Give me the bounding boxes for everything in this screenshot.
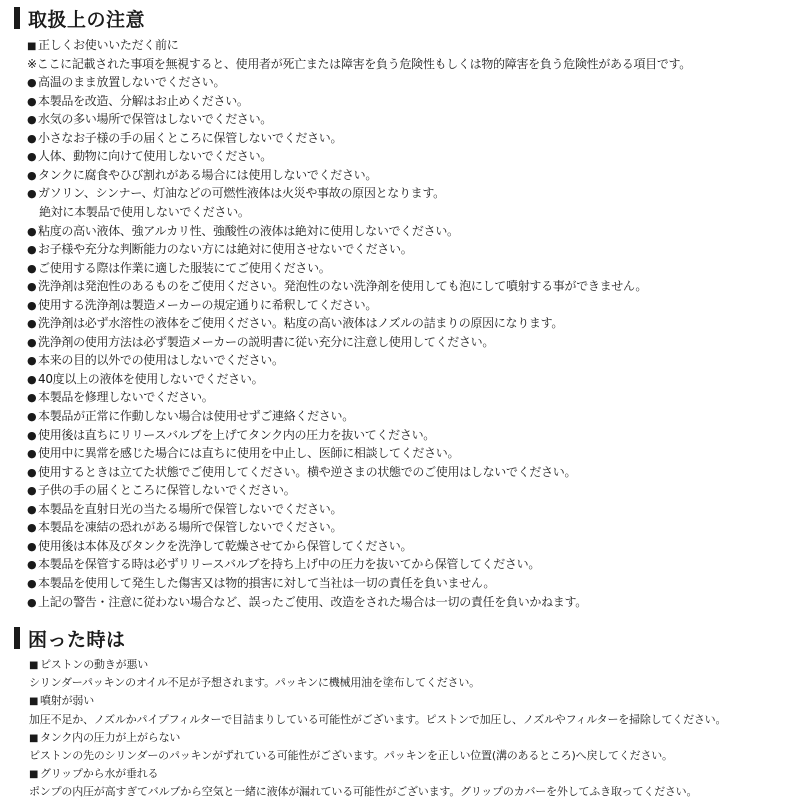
bullet-item: [27, 444, 459, 464]
bullet-item: [27, 370, 263, 390]
subheading-line: [29, 765, 158, 783]
bullet-dot-icon: ●: [27, 484, 37, 498]
bullet-dot-icon: ●: [27, 576, 37, 590]
section-heading-caution: [14, 5, 145, 31]
bullet-item: [27, 593, 587, 613]
line-text: 使用する洗浄剤は製造メーカーの規定通りに希釈してください。: [38, 297, 378, 312]
bullet-item: [27, 537, 412, 557]
square-bullet-icon: ■: [29, 769, 39, 781]
line-text: 正しくお使いいただく前に: [38, 38, 179, 52]
bullet-item: [27, 166, 377, 186]
square-bullet-icon: ■: [29, 696, 39, 708]
bullet-item: [27, 500, 342, 520]
bullet-dot-icon: ●: [27, 150, 37, 164]
bullet-item: [27, 555, 540, 575]
line-text: 本製品を直射日光の当たる場所で保管しないでください。: [38, 501, 343, 516]
bullet-dot-icon: ●: [27, 298, 37, 312]
subheading-line: [29, 656, 148, 674]
bullet-dot-icon: ●: [27, 280, 37, 294]
text-line: [29, 674, 480, 691]
bullet-dot-icon: ●: [27, 243, 37, 257]
bullet-dot-icon: ●: [27, 502, 37, 516]
bullet-dot-icon: ●: [27, 539, 37, 553]
line-text: 使用後は本体及びタンクを洗浄して乾燥させてから保管してください。: [38, 538, 413, 553]
line-text: 40度以上の液体を使用しないでください。: [38, 371, 264, 386]
bullet-dot-icon: ●: [27, 354, 37, 368]
bullet-item: [27, 92, 249, 112]
line-text: タンクに腐食やひび割れがある場合には使用しないでください。: [38, 167, 378, 182]
line-text: 洗浄剤は発泡性のあるものをご使用ください。発泡性のない洗浄剤を使用しても泡にして噴射する事ができません。: [38, 279, 648, 294]
bullet-item: [27, 388, 214, 408]
bullet-item: [27, 222, 459, 242]
bullet-item: [27, 240, 412, 260]
bullet-item: [27, 147, 272, 167]
bullet-item: [27, 277, 647, 297]
section-heading-troubleshooting: [14, 625, 126, 651]
bullet-dot-icon: ●: [27, 261, 37, 275]
bullet-dot-icon: ●: [27, 521, 37, 535]
bullet-item: [27, 110, 272, 130]
bullet-item: [27, 518, 342, 538]
text-line: [39, 203, 250, 222]
line-text: ピストンの先のシリンダーのパッキンがずれている可能性がございます。パッキンを正しい位置(溝のあるところ)へ戻してください。: [29, 749, 673, 762]
bullet-dot-icon: ●: [27, 558, 37, 572]
line-text: 子供の手の届くところに保管しないでください。: [38, 483, 296, 498]
bullet-dot-icon: ●: [27, 335, 37, 349]
text-line: [27, 55, 691, 74]
bullet-dot-icon: ●: [27, 410, 37, 423]
bullet-dot-icon: ●: [27, 168, 37, 182]
line-text: ピストンの動きが悪い: [40, 658, 148, 671]
bullet-dot-icon: ●: [27, 76, 37, 90]
bullet-item: [27, 314, 563, 334]
subheading-line: [29, 729, 180, 747]
text-line: [29, 711, 726, 728]
line-text: 使用中に異常を感じた場合には直ちに使用を中止し、医師に相談してください。: [38, 446, 460, 461]
bullet-dot-icon: ●: [27, 317, 37, 331]
line-text: ポンプの内圧が高すぎてバルブから空気と一緒に液体が漏れている可能性がございます。グリップのカバーを外してふき取ってください。: [29, 785, 698, 799]
heading-bar: [14, 7, 20, 29]
bullet-item: [27, 333, 494, 353]
text-line: [29, 747, 673, 764]
line-text: ※ここに記載された事項を無視すると、使用者が死亡または障害を負う危険性もしくは物的障害を負う危険性がある項目です。: [27, 56, 692, 71]
subheading-line: [27, 36, 178, 57]
square-bullet-icon: ■: [29, 660, 39, 671]
line-text: 噴射が弱い: [40, 694, 94, 708]
line-text: 使用するときは立てた状態でご使用してください。横や逆さまの状態でのご使用はしないでください。: [38, 464, 577, 479]
line-text: 本製品を使用して発生した傷害又は物的損害に対して当社は一切の責任を負いません。: [38, 575, 496, 590]
bullet-dot-icon: ●: [27, 428, 37, 442]
bullet-item: [27, 296, 377, 316]
line-text: グリップから水が垂れる: [40, 767, 159, 781]
square-bullet-icon: ■: [27, 41, 37, 52]
bullet-item: [27, 574, 495, 594]
bullet-dot-icon: ●: [27, 113, 37, 127]
line-text: 加圧不足か、ノズルかパイプフィルターで目詰まりしている可能性がございます。ピストンで加圧し、ノズルやフィルターを掃除してください。: [29, 712, 727, 726]
line-text: 小さなお子様の手の届くところに保管しないでください。: [38, 130, 343, 145]
line-text: ご使用する際は作業に適した服装にてご使用ください。: [38, 260, 331, 275]
section-title: 困った時は: [28, 628, 126, 651]
text-line: [29, 783, 697, 800]
square-bullet-icon: ■: [29, 732, 39, 744]
bullet-item: [27, 463, 576, 483]
bullet-item: [27, 426, 435, 446]
bullet-dot-icon: ●: [27, 187, 37, 201]
line-text: 本製品を修理しないでください。: [38, 390, 214, 405]
line-text: 本製品を凍結の恐れがある場所で保管しないでください。: [38, 520, 343, 535]
line-text: ガソリン、シンナー、灯油などの可燃性液体は火災や事故の原因となります。: [38, 186, 445, 201]
line-text: 本製品を改造、分解はお止めください。: [38, 93, 249, 108]
line-text: タンク内の圧力が上がらない: [40, 730, 181, 744]
line-text: 本製品を保管する時は必ずリリースバルブを持ち上げ中の圧力を抜いてから保管してください。: [38, 557, 541, 572]
bullet-item: [27, 259, 331, 279]
line-text: 洗浄剤は必ず水溶性の液体をご使用ください。粘度の高い液体はノズルの詰まりの原因になります。: [38, 316, 564, 331]
line-text: 水気の多い場所で保管はしないでください。: [38, 112, 273, 127]
line-text: 絶対に本製品で使用しないでください。: [39, 204, 250, 219]
bullet-dot-icon: ●: [27, 94, 37, 108]
line-text: 粘度の高い液体、強アルカリ性、強酸性の液体は絶対に使用しないでください。: [38, 223, 459, 238]
line-text: シリンダーパッキンのオイル不足が予想されます。パッキンに機械用油を塗布してください。: [29, 676, 480, 690]
bullet-item: [27, 129, 342, 149]
line-text: 高温のまま放置しないでください。: [38, 75, 226, 90]
line-text: 本来の目的以外での使用はしないでください。: [38, 353, 284, 368]
bullet-item: [27, 73, 225, 93]
line-text: 洗浄剤の使用方法は必ず製造メーカーの説明書に従い充分に注意し使用してください。: [38, 334, 495, 349]
line-text: お子様や充分な判断能力のない方には絶対に使用させないでください。: [38, 242, 413, 257]
line-text: 上記の警告・注意に従わない場合など、誤ったご使用、改造をされた場合は一切の責任を負いかねます。: [38, 594, 587, 609]
line-text: 本製品が正常に作動しない場合は使用せずご連絡ください。: [38, 409, 354, 423]
bullet-dot-icon: ●: [27, 224, 37, 238]
section-title: 取扱上の注意: [28, 8, 146, 31]
line-text: 人体、動物に向けて使用しないでください。: [38, 149, 273, 164]
bullet-item: [27, 481, 295, 501]
subheading-line: [29, 692, 94, 710]
bullet-dot-icon: ●: [27, 131, 37, 145]
bullet-dot-icon: ●: [27, 372, 37, 386]
bullet-item: [27, 407, 354, 427]
bullet-dot-icon: ●: [27, 391, 37, 405]
bullet-item: [27, 184, 445, 204]
bullet-dot-icon: ●: [27, 595, 37, 609]
heading-bar: [14, 627, 20, 649]
bullet-dot-icon: ●: [27, 465, 37, 479]
line-text: 使用後は直ちにリリースバルブを上げてタンク内の圧力を抜いてください。: [38, 427, 435, 442]
bullet-dot-icon: ●: [27, 447, 37, 461]
bullet-item: [27, 351, 284, 371]
